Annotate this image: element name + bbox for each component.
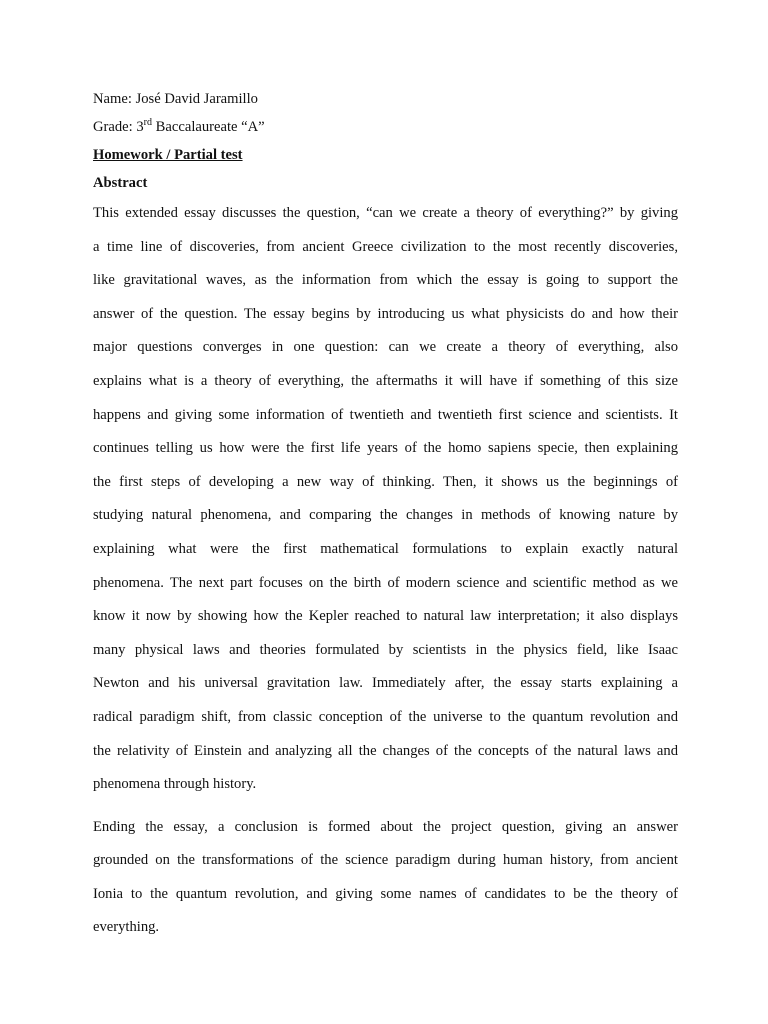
name-value: José David Jaramillo <box>135 91 258 107</box>
paragraph-line: a time line of discoveries, from ancient Greece civilization to the most recently discoveries, <box>93 238 678 255</box>
paragraph-line: many physical laws and theories formulated by scientists in the physics field, like Isaac <box>93 641 678 658</box>
paragraph-line: studying natural phenomena, and comparing the changes in methods of knowing nature by <box>93 507 678 524</box>
paragraph-line: phenomena. The next part focuses on the birth of modern science and scientific method as we <box>93 574 678 591</box>
paragraph-line: the first steps of developing a new way of thinking. Then, it shows us the beginnings of <box>93 473 678 490</box>
abstract-title: Abstract <box>93 175 148 191</box>
paragraph-line: everything. <box>93 919 160 936</box>
grade-number: 3 <box>136 119 144 135</box>
grade-rest: Baccalaureate “A” <box>155 119 265 135</box>
name-label: Name: <box>93 91 132 107</box>
paragraph-line: phenomena through history. <box>93 776 257 793</box>
abstract-paragraph-2 <box>93 811 678 945</box>
paragraph-line: the relativity of Einstein and analyzing all the changes of the concepts of the natural laws and <box>93 742 678 759</box>
paragraph-line: Ending the essay, a conclusion is formed about the project question, giving an answer <box>93 818 678 835</box>
grade-line <box>93 113 678 141</box>
grade-label: Grade: <box>93 119 133 135</box>
document-content <box>93 85 678 945</box>
paragraph-line: Newton and his universal gravitation law. Immediately after, the essay starts explaining a <box>93 675 678 692</box>
paragraph-line: radical paradigm shift, from classic conception of the universe to the quantum revolution and <box>93 708 678 725</box>
grade-suffix: rd <box>143 117 153 129</box>
paragraph-line: like gravitational waves, as the information from which the essay is going to support the <box>93 272 678 289</box>
paragraph-line: This extended essay discusses the question, “can we create a theory of everything?” by giving <box>93 205 678 221</box>
paragraph-line: happens and giving some information of twentieth and twentieth first science and scientists. It <box>93 406 678 423</box>
abstract-paragraph-1 <box>93 197 678 802</box>
paragraph-line: continues telling us how were the first life years of the homo sapiens specie, then explaining <box>93 440 678 457</box>
homework-title: Homework / Partial test <box>93 147 243 163</box>
paragraph-line: major questions converges in one question: can we create a theory of everything, also <box>93 339 678 356</box>
paragraph-line: explaining what were the first mathematical formulations to explain exactly natural <box>93 540 678 557</box>
paragraph-line: answer of the question. The essay begins by introducing us what physicists do and how their <box>93 305 678 322</box>
paragraph-line: Ionia to the quantum revolution, and giving some names of candidates to be the theory of <box>93 885 678 902</box>
name-line <box>93 85 678 113</box>
paragraph-line: know it now by showing how the Kepler reached to natural law interpretation; it also displays <box>93 608 678 625</box>
paragraph-line: explains what is a theory of everything, the aftermaths it will have if something of this size <box>93 372 678 389</box>
paragraph-line: grounded on the transformations of the science paradigm during human history, from ancient <box>93 852 678 869</box>
